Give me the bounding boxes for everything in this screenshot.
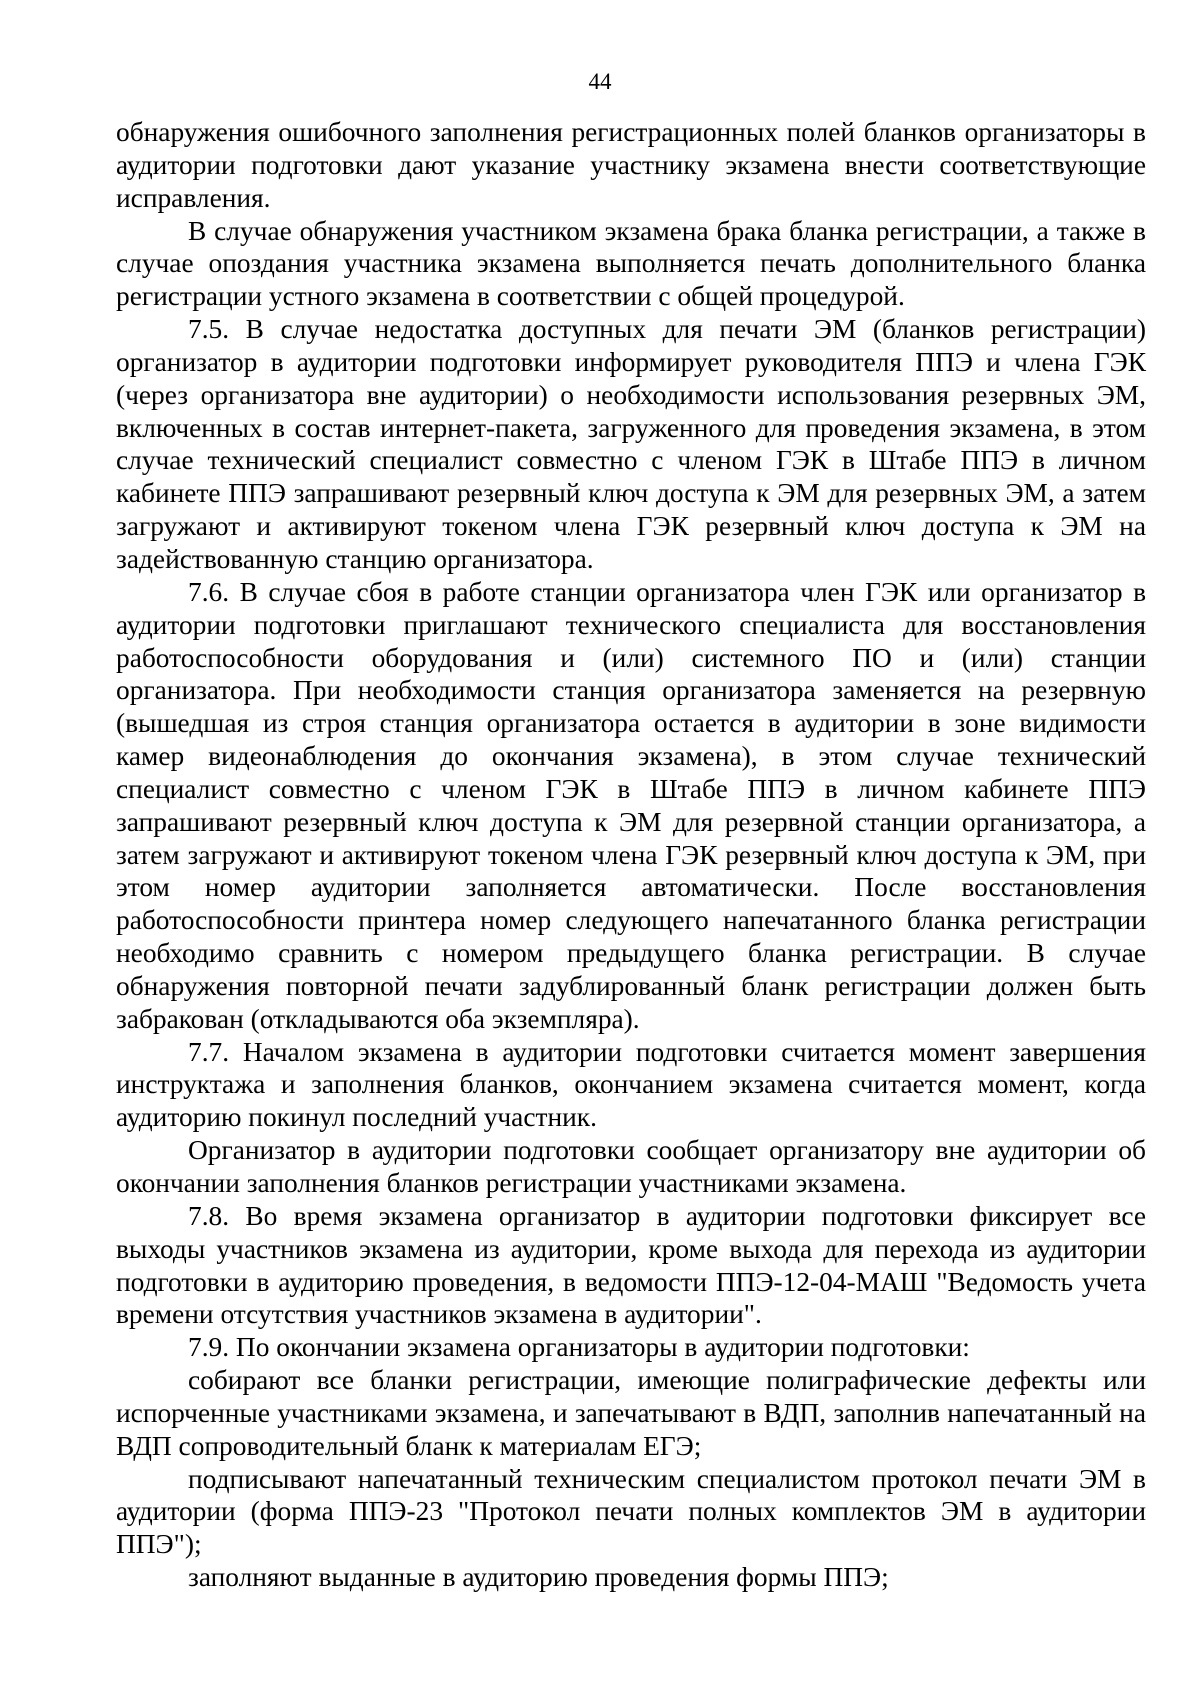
- paragraph-7-8: 7.8. Во время экзамена организатор в аудитории подготовки фиксирует все выходы участников экзамена из аудитории, кроме выхода для перехода из аудитории подготовки в аудиторию проведения, в ведомости ППЭ-12-04-МАШ "Ведомость учета времени отсутствия участников экзамена в аудитории".: [116, 1200, 1146, 1330]
- list-item-sign-protocol: подписывают напечатанный техническим специалистом протокол печати ЭМ в аудитории (форма ППЭ-23 "Протокол печати полных комплектов ЭМ в аудитории ППЭ");: [116, 1463, 1146, 1560]
- paragraph-7-5: 7.5. В случае недостатка доступных для печати ЭМ (бланков регистрации) организатор в аудитории подготовки информирует руководителя ППЭ и члена ГЭК (через организатора вне аудитории) о необходимости использования резервных ЭМ, включенных в состав интернет-пакета, загруженного для проведения экзамена, в этом случае технический специалист совместно с членом ГЭК в Штабе ППЭ в личном кабинете ППЭ запрашивают резервный ключ доступа к ЭМ для резервных ЭМ, а затем загружают и активируют токеном члена ГЭК резервный ключ доступа к ЭМ на задействованную станцию организатора.: [116, 314, 1146, 574]
- paragraph-continuation: обнаружения ошибочного заполнения регистрационных полей бланков организаторы в аудитории подготовки дают указание участнику экзамена внести соответствующие исправления.: [116, 117, 1146, 213]
- document-body: [116, 116, 1146, 1594]
- page-number: 44: [588, 69, 612, 94]
- paragraph-7-9: 7.9. По окончании экзамена организаторы в аудитории подготовки:: [188, 1332, 970, 1363]
- list-item-collect-forms: собирают все бланки регистрации, имеющие полиграфические дефекты или испорченные участниками экзамена, и запечатывают в ВДП, заполнив напечатанный на ВДП сопроводительный бланк к материалам ЕГЭ;: [116, 1365, 1146, 1461]
- paragraph-7-6: 7.6. В случае сбоя в работе станции организатора член ГЭК или организатор в аудитории подготовки приглашают технического специалиста для восстановления работоспособности оборудования и (или) системного ПО и (или) станции организатора. При необходимости станция организатора заменяется на резервную (вышедшая из строя станция организатора остается в аудитории в зоне видимости камер видеонаблюдения до окончания экзамена), в этом случае технический специалист совместно с членом ГЭК в Штабе ППЭ в личном кабинете ППЭ запрашивают резервный ключ доступа к ЭМ для резервной станции организатора, а затем загружают и активируют токеном члена ГЭК резервный ключ доступа к ЭМ, при этом номер аудитории заполняется автоматически. После восстановления работоспособности принтера номер следующего напечатанного бланка регистрации необходимо сравнить с номером предыдущего бланка регистрации. В случае обнаружения повторной печати задублированный бланк регистрации должен быть забракован (откладываются оба экземпляра).: [116, 576, 1146, 1034]
- list-item-fill-forms: заполняют выданные в аудиторию проведения формы ППЭ;: [188, 1562, 889, 1593]
- paragraph-organizer-report: Организатор в аудитории подготовки сообщает организатору вне аудитории об окончании заполнения бланков регистрации участниками экзамена.: [116, 1135, 1146, 1198]
- paragraph-7-7: 7.7. Началом экзамена в аудитории подготовки считается момент завершения инструктажа и заполнения бланков, окончанием экзамена считается момент, когда аудиторию покинул последний участник.: [116, 1036, 1146, 1133]
- paragraph-registration-defect: В случае обнаружения участником экзамена брака бланка регистрации, а также в случае опоздания участника экзамена выполняется печать дополнительного бланка регистрации устного экзамена в соответствии с общей процедурой.: [116, 215, 1146, 312]
